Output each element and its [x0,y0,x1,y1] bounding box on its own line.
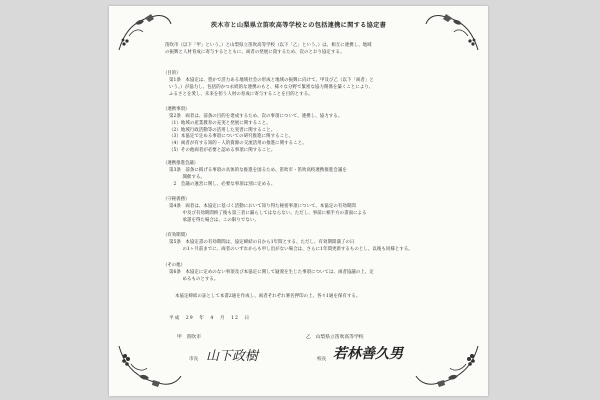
party-b-signature: 若林善久男 [333,346,403,362]
section-heading: （連携推進会議） [163,161,199,166]
section-body [169,114,342,155]
document-page [109,6,488,396]
section-body [169,78,374,98]
section-line: 第4条 両者は、本協定に基づく活動において知り得た秘密事項について、本協定の有効期間 [169,204,356,209]
preamble [165,43,372,57]
section-heading: （その他） [163,263,185,268]
section-line: の1ヶ月前までに、両者のいずれからも申し出がない場合は、さらに1年間更新するものとし、以後も同様とする。 [169,246,413,252]
section-body [169,204,367,224]
party-a-role: 市長 [189,357,199,362]
section-line: （2）地域行政活動等の活用した実習に関すること。 [169,127,276,133]
preamble-line: 笛吹市（以下「甲」という。）と山梨県立笛吹高等学校（以下「乙」という。）は、相互に連携し、地域 [165,43,372,48]
section-line: 承諾を得た場合は、この限りでない。 [169,217,259,223]
grapevine-corner-bottom-right-icon [412,340,482,390]
section-line: めるものとする。 [169,276,219,282]
section-line: 第3条 前条に掲げる事項の具体的な推進を図るため、笛吹市・笛吹高校連携推進会議を [169,168,347,173]
section-heading: （有効期間） [163,233,190,238]
document-title: 茨木市と山梨県立笛吹高等学校との包括連携に関する協定書 [210,22,387,29]
section-line: いう。）が協力し、包括的かつ永続的な連携のもと、様々な分野で緊密な協力関係を築くことにより、 [169,84,374,90]
section-line: ふるさとを愛し、未来を担う人材の育成に寄与することを目的とする。 [169,91,313,97]
section-line: （3）本協定で定める事項についての研究推進に関すること。 [169,134,294,140]
section-heading: （連携事項） [163,107,190,112]
section-body [169,270,374,284]
section-line: 2 会議の運営に関し、必要な事項は別に定める。 [169,181,276,187]
section-line: 中及び有効期間終了後も第三者に漏らしてはならない。ただし、事前に相手方の書面による [169,210,367,216]
party-b-label: 乙 山梨県立笛吹高等学校 [306,335,364,340]
section-line: （1）地域の産業教育の充実と発展に関すること。 [169,120,271,126]
section-line: （4）両者が有する知的・人的資源の交流活用の推進に関すること。 [169,141,307,147]
section-line: 第1条 本協定は、豊かで活力ある地域社会の形成と地域の振興に向けて、甲及び乙（以下「両者」と [169,78,374,83]
section-heading: （目的） [163,71,181,76]
section-line: 第2条 両者は、前条の目的を達成するため、次の事項について、連携し、協力する。 [169,114,343,119]
section-body [169,240,413,254]
section-line: （5）その他両者が必要と認める事項に関すること。 [169,147,276,153]
section-line: 第6条 本協定に定めのない事項及び本協定に関して疑義を生じた事項については、両者協議の上、定 [169,270,374,275]
grapevine-corner-bottom-left-icon [115,340,185,390]
section-line: 開催する。 [169,174,205,180]
party-a-label: 甲 笛吹市 [177,335,201,340]
preamble-line: の振興と人材育成に寄与するとともに、両者の発展に資するため、次のとおり協定する。 [165,49,345,55]
party-b-role: 校長 [317,357,327,362]
closing-statement: 本協定締結の証として本書2通を作成し、両者それぞれ署名押印の上、各々1通を保有する。 [175,294,361,299]
section-line: 第5条 本協定書の有効期間は、協定締結の日から1年間とする。ただし、有効期間満了の日 [169,240,355,245]
section-heading: （守秘義務） [163,197,190,202]
grapevine-corner-top-right-icon [422,10,482,55]
agreement-date: 平成 29 年 4 月 12 日 [169,316,251,321]
section-body [169,168,347,188]
party-a-signature: 山下政樹 [206,349,259,364]
